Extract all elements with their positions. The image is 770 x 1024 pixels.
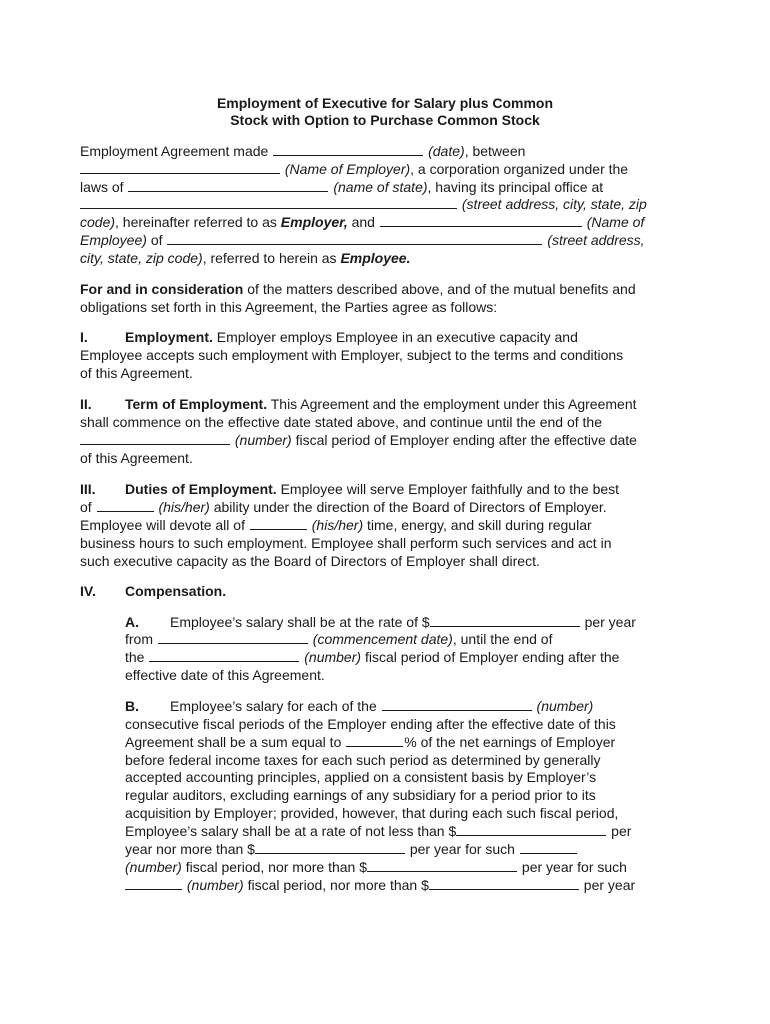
- parties-line-5: code), hereinafter referred to as Employer, and (Name of: [80, 214, 645, 230]
- section-2-line-4: of this Agreement.: [80, 450, 193, 466]
- section-3-line-3: Employee will devote all of (his/her) time, energy, and skill during regular: [80, 517, 592, 533]
- blank-number-4: [520, 841, 577, 854]
- parties-line-3: laws of (name of state), having its principal office at: [80, 179, 604, 195]
- blank-employee-address: [167, 232, 542, 245]
- blank-max-salary-3: [429, 877, 579, 890]
- section-3-line-5: such executive capacity as the Board of Directors of Employer shall direct.: [80, 553, 540, 569]
- blank-commencement-date: [158, 631, 308, 644]
- blank-max-salary: [255, 841, 405, 854]
- blank-employee-name: [380, 214, 582, 227]
- subsection-b-line-4: before federal income taxes for each such period as determined by generally: [125, 752, 601, 768]
- subsection-b-line-1: Employee’s salary for each of the (number): [170, 698, 594, 714]
- section-3-line-2: of (his/her) ability under the direction of the Board of Directors of Employer.: [80, 499, 607, 515]
- consideration-line-1: For and in consideration of the matters described above, and of the mutual benefits and: [80, 281, 636, 297]
- subsection-a-line-2: from (commencement date), until the end of: [125, 631, 553, 647]
- section-2-number: II.: [80, 396, 92, 412]
- parties-line-1: Employment Agreement made (date), between: [80, 143, 526, 159]
- section-2-line-3: (number) fiscal period of Employer ending after the effective date: [80, 432, 637, 449]
- section-2-line-1: Term of Employment. This Agreement and the employment under this Agreement: [125, 396, 637, 412]
- blank-number-5: [125, 877, 182, 890]
- blank-his-her: [97, 499, 154, 512]
- subsection-b-line-11: (number) fiscal period, nor more than $ per year: [125, 877, 635, 894]
- blank-percent: [346, 734, 403, 747]
- subsection-a-letter: A.: [125, 614, 139, 630]
- parties-line-2: (Name of Employer), a corporation organized under the: [80, 161, 628, 178]
- section-4-number: IV.: [80, 583, 96, 599]
- blank-number-2: [149, 649, 299, 662]
- blank-min-salary: [456, 823, 606, 836]
- section-1-line-2: Employee accepts such employment with Employer, subject to the terms and conditions: [80, 347, 624, 363]
- subsection-b-line-9: year nor more than $ per year for such: [125, 841, 578, 858]
- blank-date: [273, 143, 423, 156]
- subsection-a-line-4: effective date of this Agreement.: [125, 667, 325, 683]
- section-4-heading: Compensation.: [125, 583, 227, 599]
- blank-max-salary-2: [367, 859, 517, 872]
- section-1-line-1: Employment. Employer employs Employee in an executive capacity and: [125, 329, 578, 345]
- blank-salary-rate: [430, 614, 580, 627]
- subsection-b-line-8: Employee’s salary shall be at a rate of not less than $ per: [125, 823, 632, 839]
- document-title: [0, 95, 770, 129]
- subsection-b-line-3: Agreement shall be a sum equal to % of the net earnings of Employer: [125, 734, 616, 750]
- subsection-b-line-5: accepted accounting principles, applied on a consistent basis by Employer’s: [125, 769, 597, 785]
- blank-his-her-2: [250, 517, 307, 530]
- section-3-line-1: Duties of Employment. Employee will serve Employer faithfully and to the best: [125, 481, 620, 497]
- consideration-line-2: obligations set forth in this Agreement, the Parties agree as follows:: [80, 299, 498, 315]
- blank-number-3: [382, 698, 532, 711]
- title-line-1: Employment of Executive for Salary plus Common: [216, 95, 554, 111]
- subsection-b-line-10: (number) fiscal period, nor more than $ per year for such: [125, 859, 627, 875]
- parties-line-6: Employee) of (street address,: [80, 232, 645, 248]
- blank-employer-name: [80, 161, 280, 174]
- section-1-line-3: of this Agreement.: [80, 365, 193, 381]
- subsection-a-line-3: the (number) fiscal period of Employer ending after the: [125, 649, 620, 665]
- section-2-line-2: shall commence on the effective date stated above, and continue until the end of the: [80, 414, 602, 430]
- blank-number: [80, 432, 230, 445]
- parties-line-7: city, state, zip code), referred to herein as Employee.: [80, 250, 411, 266]
- parties-line-4: (street address, city, state, zip: [80, 196, 647, 213]
- section-3-line-4: business hours to such employment. Employee shall perform such services and act in: [80, 535, 612, 551]
- blank-state: [128, 179, 328, 192]
- blank-employer-address: [80, 196, 457, 209]
- title-line-2: Stock with Option to Purchase Common Stock: [230, 112, 540, 128]
- subsection-a-line-1: Employee’s salary shall be at the rate of $ per year: [170, 614, 636, 630]
- subsection-b-line-2: consecutive fiscal periods of the Employer ending after the effective date of this: [125, 716, 616, 732]
- subsection-b-line-6: regular auditors, excluding earnings of any subsidiary for a period prior to its: [125, 787, 596, 803]
- subsection-b-line-7: acquisition by Employer; provided, however, that during each such fiscal period,: [125, 805, 619, 821]
- section-3-number: III.: [80, 481, 96, 497]
- subsection-b-letter: B.: [125, 698, 139, 714]
- section-1-number: I.: [80, 329, 88, 345]
